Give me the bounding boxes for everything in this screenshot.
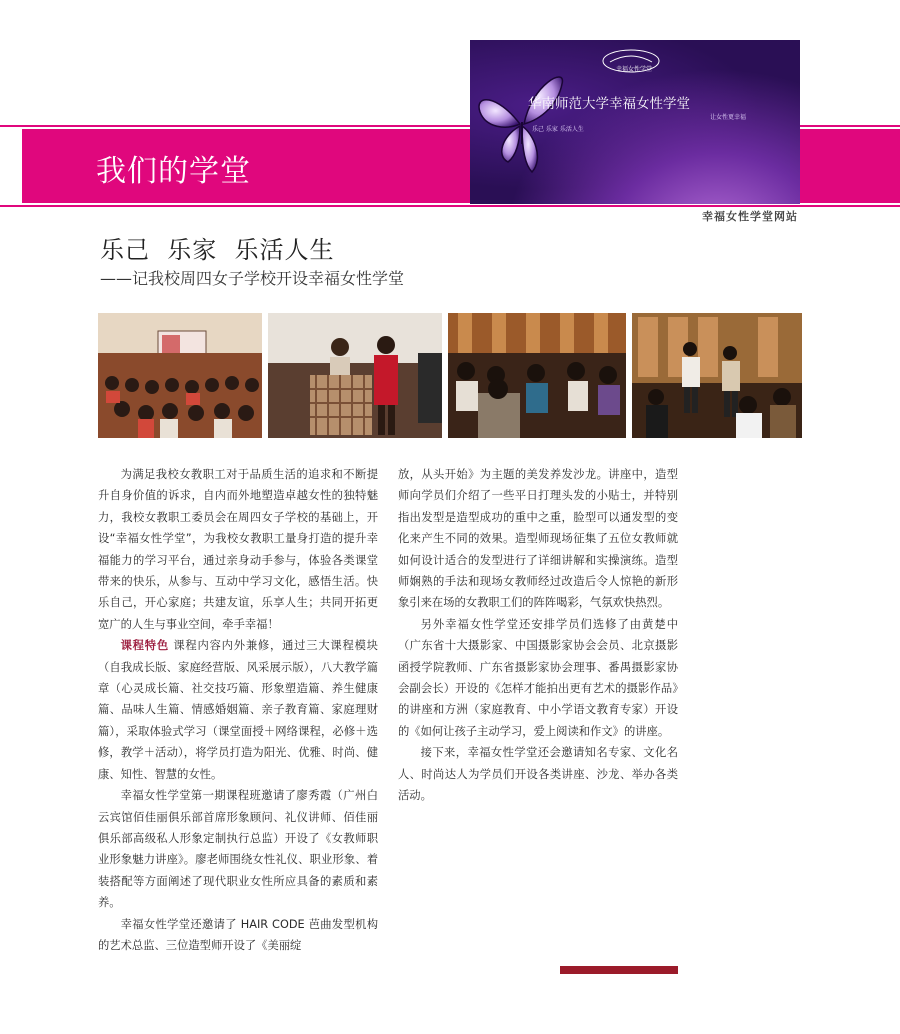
body-paragraph-intro: 为满足我校女教职工对于品质生活的追求和不断提升自身价值的诉求，自内而外地塑造卓越女性的独特魅力，我校女教职工委员会在周四女子学校的基础上，开设“幸福女性学堂”，为我校女教职工量身打造的提升幸福能力的学习平台，通过亲身动手参与，体验各类课堂带来的快乐，从参与、互动中学习文化，感悟生活。快乐自己，开心家庭；共建友谊，乐享人生；共同开拓更宽广的人生与事业空间，牵手幸福！ bbox=[98, 468, 378, 631]
banner-tagline-right: 让女性更幸福 bbox=[710, 114, 747, 121]
course-features-label: 课程特色 bbox=[120, 639, 169, 653]
salon-photo bbox=[632, 313, 802, 438]
banner-tagline-left: 乐己 乐家 乐活人生 bbox=[532, 126, 584, 133]
body-paragraph-hair-salon: 幸福女性学堂还邀请了 HAIR CODE 芭曲发型机构的艺术总监、三位造型师开设了《美丽绽 bbox=[98, 917, 378, 952]
lecture-hall-photo bbox=[98, 313, 262, 438]
article-subheadline: ——记我校周四女子学校开设幸福女性学堂 bbox=[100, 269, 405, 288]
body-paragraph-features bbox=[98, 635, 378, 785]
scarf-demo-photo bbox=[268, 313, 442, 438]
body-paragraph-photography: 另外幸福女性学堂还安排学员们选修了由黄楚中（广东省十大摄影家、中国摄影家协会会员、北京摄影函授学院教师、广东省摄影家协会理事、番禺摄影家协会副会长）开设的《怎样才能拍出更有艺术的摄影作品》的讲座和方洲（家庭教育、中小学语文教育专家）开设的《如何让孩子主动学习，爱上阅读和作文》的讲座。 bbox=[398, 617, 678, 738]
course-features-text: 课程内容内外兼修，通过三大课程模块（自我成长版、家庭经营版、风采展示版），八大教学篇章（心灵成长篇、社交技巧篇、形象塑造篇、养生健康篇、品味人生篇、情感婚姻篇、亲子教育篇、家庭理财篇），采取体验式学习（课堂面授＋网络课程，必修＋选修，教学＋活动），将学员打造为阳光、优雅、时尚、健康、知性、智慧的女性。 bbox=[98, 639, 378, 781]
article-column-left bbox=[98, 464, 378, 956]
photo-credit: 幸福女性学堂网站 bbox=[702, 210, 798, 223]
banner-bottom-line bbox=[0, 205, 900, 207]
article-column-right bbox=[398, 464, 678, 807]
body-paragraph-first-session: 幸福女性学堂第一期课程班邀请了廖秀霞（广州白云宾馆佰佳丽俱乐部首席形象顾问、礼仪讲师、佰佳丽俱乐部高级私人形象定制执行总监）开设了《女教师职业形象魅力讲座》。廖老师围绕女性礼仪、职业形象、着装搭配等方面阐述了现代职业女性所应具备的素质和素养。 bbox=[98, 789, 378, 910]
article-headline: 乐己 乐家 乐活人生 bbox=[100, 236, 335, 264]
body-paragraph-next: 接下来，幸福女性学堂还会邀请知名专家、文化名人、时尚达人为学员们开设各类讲座、沙龙、举办各类活动。 bbox=[398, 746, 678, 803]
banner-logo-text: 幸福女性学堂 bbox=[616, 66, 653, 73]
banner-photo bbox=[470, 40, 800, 204]
banner-photo-title: 华南师范大学幸福女性学堂 bbox=[528, 96, 690, 112]
body-paragraph-hair-salon-cont: 放，从头开始》为主题的美发养发沙龙。讲座中，造型师向学员们介绍了一些平日打理头发的小贴士，并特别指出发型是造型成功的重中之重，脸型可以通发型的变化来产生不同的效果。造型师现场征集了五位女教师就如何设计适合的发型进行了详细讲解和实操演练。造型师娴熟的手法和现场女教师经过改造后令人惊艳的新形象引来在场的女教职工们的阵阵喝彩，气氛欢快热烈。 bbox=[398, 468, 678, 610]
end-bar bbox=[560, 966, 678, 974]
audience-photo bbox=[448, 313, 626, 438]
section-title: 我们的学堂 bbox=[96, 154, 251, 189]
